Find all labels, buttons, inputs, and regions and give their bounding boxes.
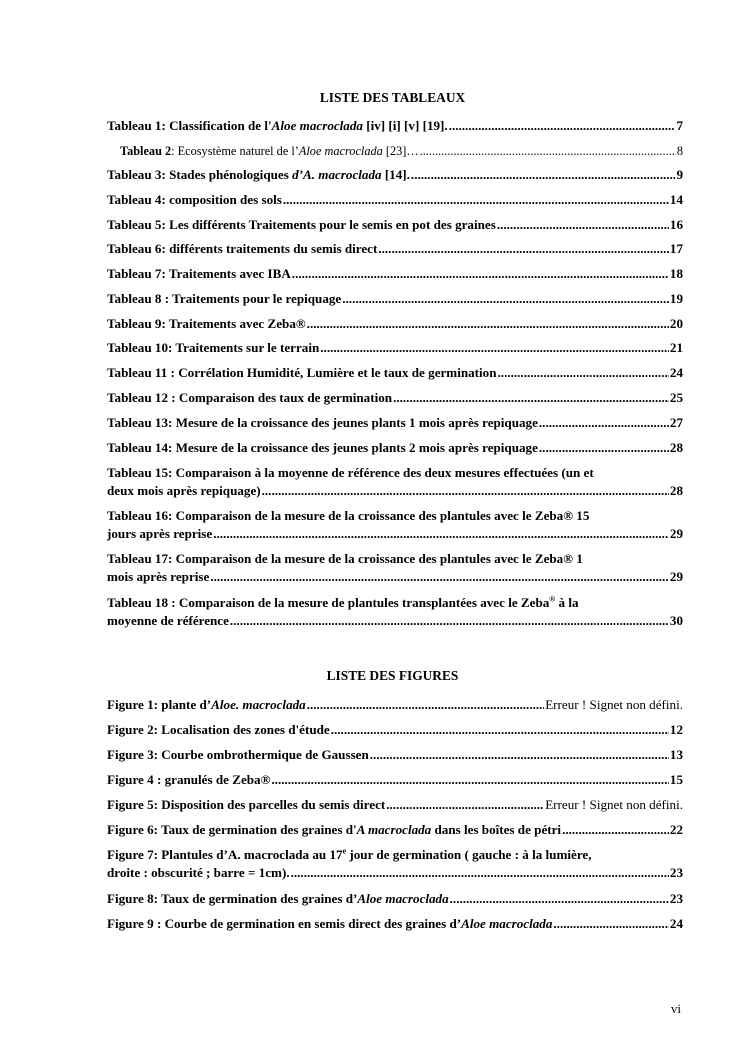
figures-heading: LISTE DES FIGURES <box>326 668 459 683</box>
toc-entry[interactable]: Tableau 1: Classification de l'Aloe macroclada [iv] [i] [v] [19]. ..... 7 <box>107 117 683 135</box>
page-number: vi <box>670 1001 681 1016</box>
toc-entry[interactable]: Figure 6: Taux de germination des graines d'A macroclada dans les boîtes de pétri ..... 22 <box>107 821 683 839</box>
toc-entry[interactable]: Figure 7: Plantules d’A. macroclada au 17e jour de germination ( gauche : à la lumière, droite : obscurité ; barre = 1cm). ..... 23 <box>107 846 683 882</box>
page-ref: 28 <box>669 440 683 455</box>
toc-entry[interactable]: Figure 3: Courbe ombrothermique de Gaussen ..... 13 <box>107 746 683 764</box>
toc-entry[interactable]: Tableau 11 : Corrélation Humidité, Lumière et le taux de germination ..... 24 <box>107 364 683 382</box>
page-ref: 8 <box>676 144 683 158</box>
page-ref: 27 <box>669 415 683 430</box>
page-ref: 25 <box>669 390 683 405</box>
toc-entry[interactable]: Tableau 7: Traitements avec IBA ..... 18 <box>107 265 683 283</box>
page-ref: 29 <box>669 569 683 584</box>
toc-entry[interactable]: Figure 8: Taux de germination des graines d’Aloe macroclada ..... 23 <box>107 890 683 908</box>
toc-entry[interactable]: Figure 1: plante d’Aloe. macroclada ..... Erreur ! Signet non défini. <box>107 696 683 714</box>
toc-entry[interactable]: Tableau 8 : Traitements pour le repiquage ..... 19 <box>107 290 683 308</box>
page-ref: 28 <box>669 483 683 498</box>
page-ref: 14 <box>669 192 683 207</box>
page-ref: 24 <box>669 916 683 931</box>
page-ref: 20 <box>669 316 683 331</box>
page-ref: Erreur ! Signet non défini. <box>545 797 683 812</box>
page-ref: 17 <box>669 241 683 256</box>
page-ref: Erreur ! Signet non défini. <box>545 697 683 712</box>
page-ref: 29 <box>669 526 683 541</box>
page-ref: 16 <box>669 217 683 232</box>
toc-entry[interactable]: Figure 4 : granulés de Zeba® ..... 15 <box>107 771 683 789</box>
toc-entry[interactable]: Tableau 15: Comparaison à la moyenne de référence des deux mesures effectuées (un et deux mois après repiquage) ..... 28 <box>107 464 683 500</box>
toc-entry[interactable]: Tableau 13: Mesure de la croissance des jeunes plants 1 mois après repiquage ..... 27 <box>107 414 683 432</box>
page-ref: 7 <box>676 118 683 133</box>
toc-entry[interactable]: Tableau 5: Les différents Traitements pour le semis en pot des graines ..... 16 <box>107 216 683 234</box>
page-ref: 24 <box>669 365 683 380</box>
page-ref: 19 <box>669 291 683 306</box>
toc-entry[interactable]: Tableau 14: Mesure de la croissance des jeunes plants 2 mois après repiquage ..... 28 <box>107 439 683 457</box>
page-ref: 15 <box>669 772 683 787</box>
page-ref: 9 <box>676 167 683 182</box>
toc-entry[interactable]: Tableau 12 : Comparaison des taux de germination ..... 25 <box>107 389 683 407</box>
page-ref: 22 <box>669 822 683 837</box>
toc-entry[interactable]: Tableau 16: Comparaison de la mesure de la croissance des plantules avec le Zeba® 15 jours après reprise ..... 29 <box>107 507 683 543</box>
page-ref: 23 <box>669 891 683 906</box>
page-ref: 30 <box>669 613 683 628</box>
toc-entry[interactable]: Tableau 17: Comparaison de la mesure de la croissance des plantules avec le Zeba® 1 mois après reprise ..... 29 <box>107 550 683 586</box>
toc-entry[interactable]: Tableau 4: composition des sols ..... 14 <box>107 191 683 209</box>
page-ref: 23 <box>669 865 683 880</box>
toc-entry[interactable]: Tableau 2: Ecosystème naturel de l’Aloe macroclada [23]… ..... 8 <box>120 142 683 160</box>
toc-entry[interactable]: Tableau 18 : Comparaison de la mesure de plantules transplantées avec le Zeba® à la moyenne de référence ..... 30 <box>107 594 683 630</box>
toc-entry[interactable]: Tableau 9: Traitements avec Zeba® ..... 20 <box>107 315 683 333</box>
page-ref: 18 <box>669 266 683 281</box>
toc-entry[interactable]: Figure 5: Disposition des parcelles du semis direct ..... Erreur ! Signet non défini. <box>107 796 683 814</box>
toc-entry[interactable]: Tableau 6: différents traitements du semis direct ..... 17 <box>107 240 683 258</box>
toc-entry[interactable]: Tableau 10: Traitements sur le terrain ..... 21 <box>107 339 683 357</box>
page-ref: 21 <box>669 340 683 355</box>
page-ref: 12 <box>669 722 683 737</box>
toc-entry[interactable]: Figure 2: Localisation des zones d'étude ..... 12 <box>107 721 683 739</box>
tables-heading: LISTE DES TABLEAUX <box>319 90 466 105</box>
page-ref: 13 <box>669 747 683 762</box>
toc-entry[interactable]: Tableau 3: Stades phénologiques d’A. macroclada [14]. ..... 9 <box>107 166 683 184</box>
toc-entry[interactable]: Figure 9 : Courbe de germination en semis direct des graines d’Aloe macroclada ..... 24 <box>107 915 683 933</box>
